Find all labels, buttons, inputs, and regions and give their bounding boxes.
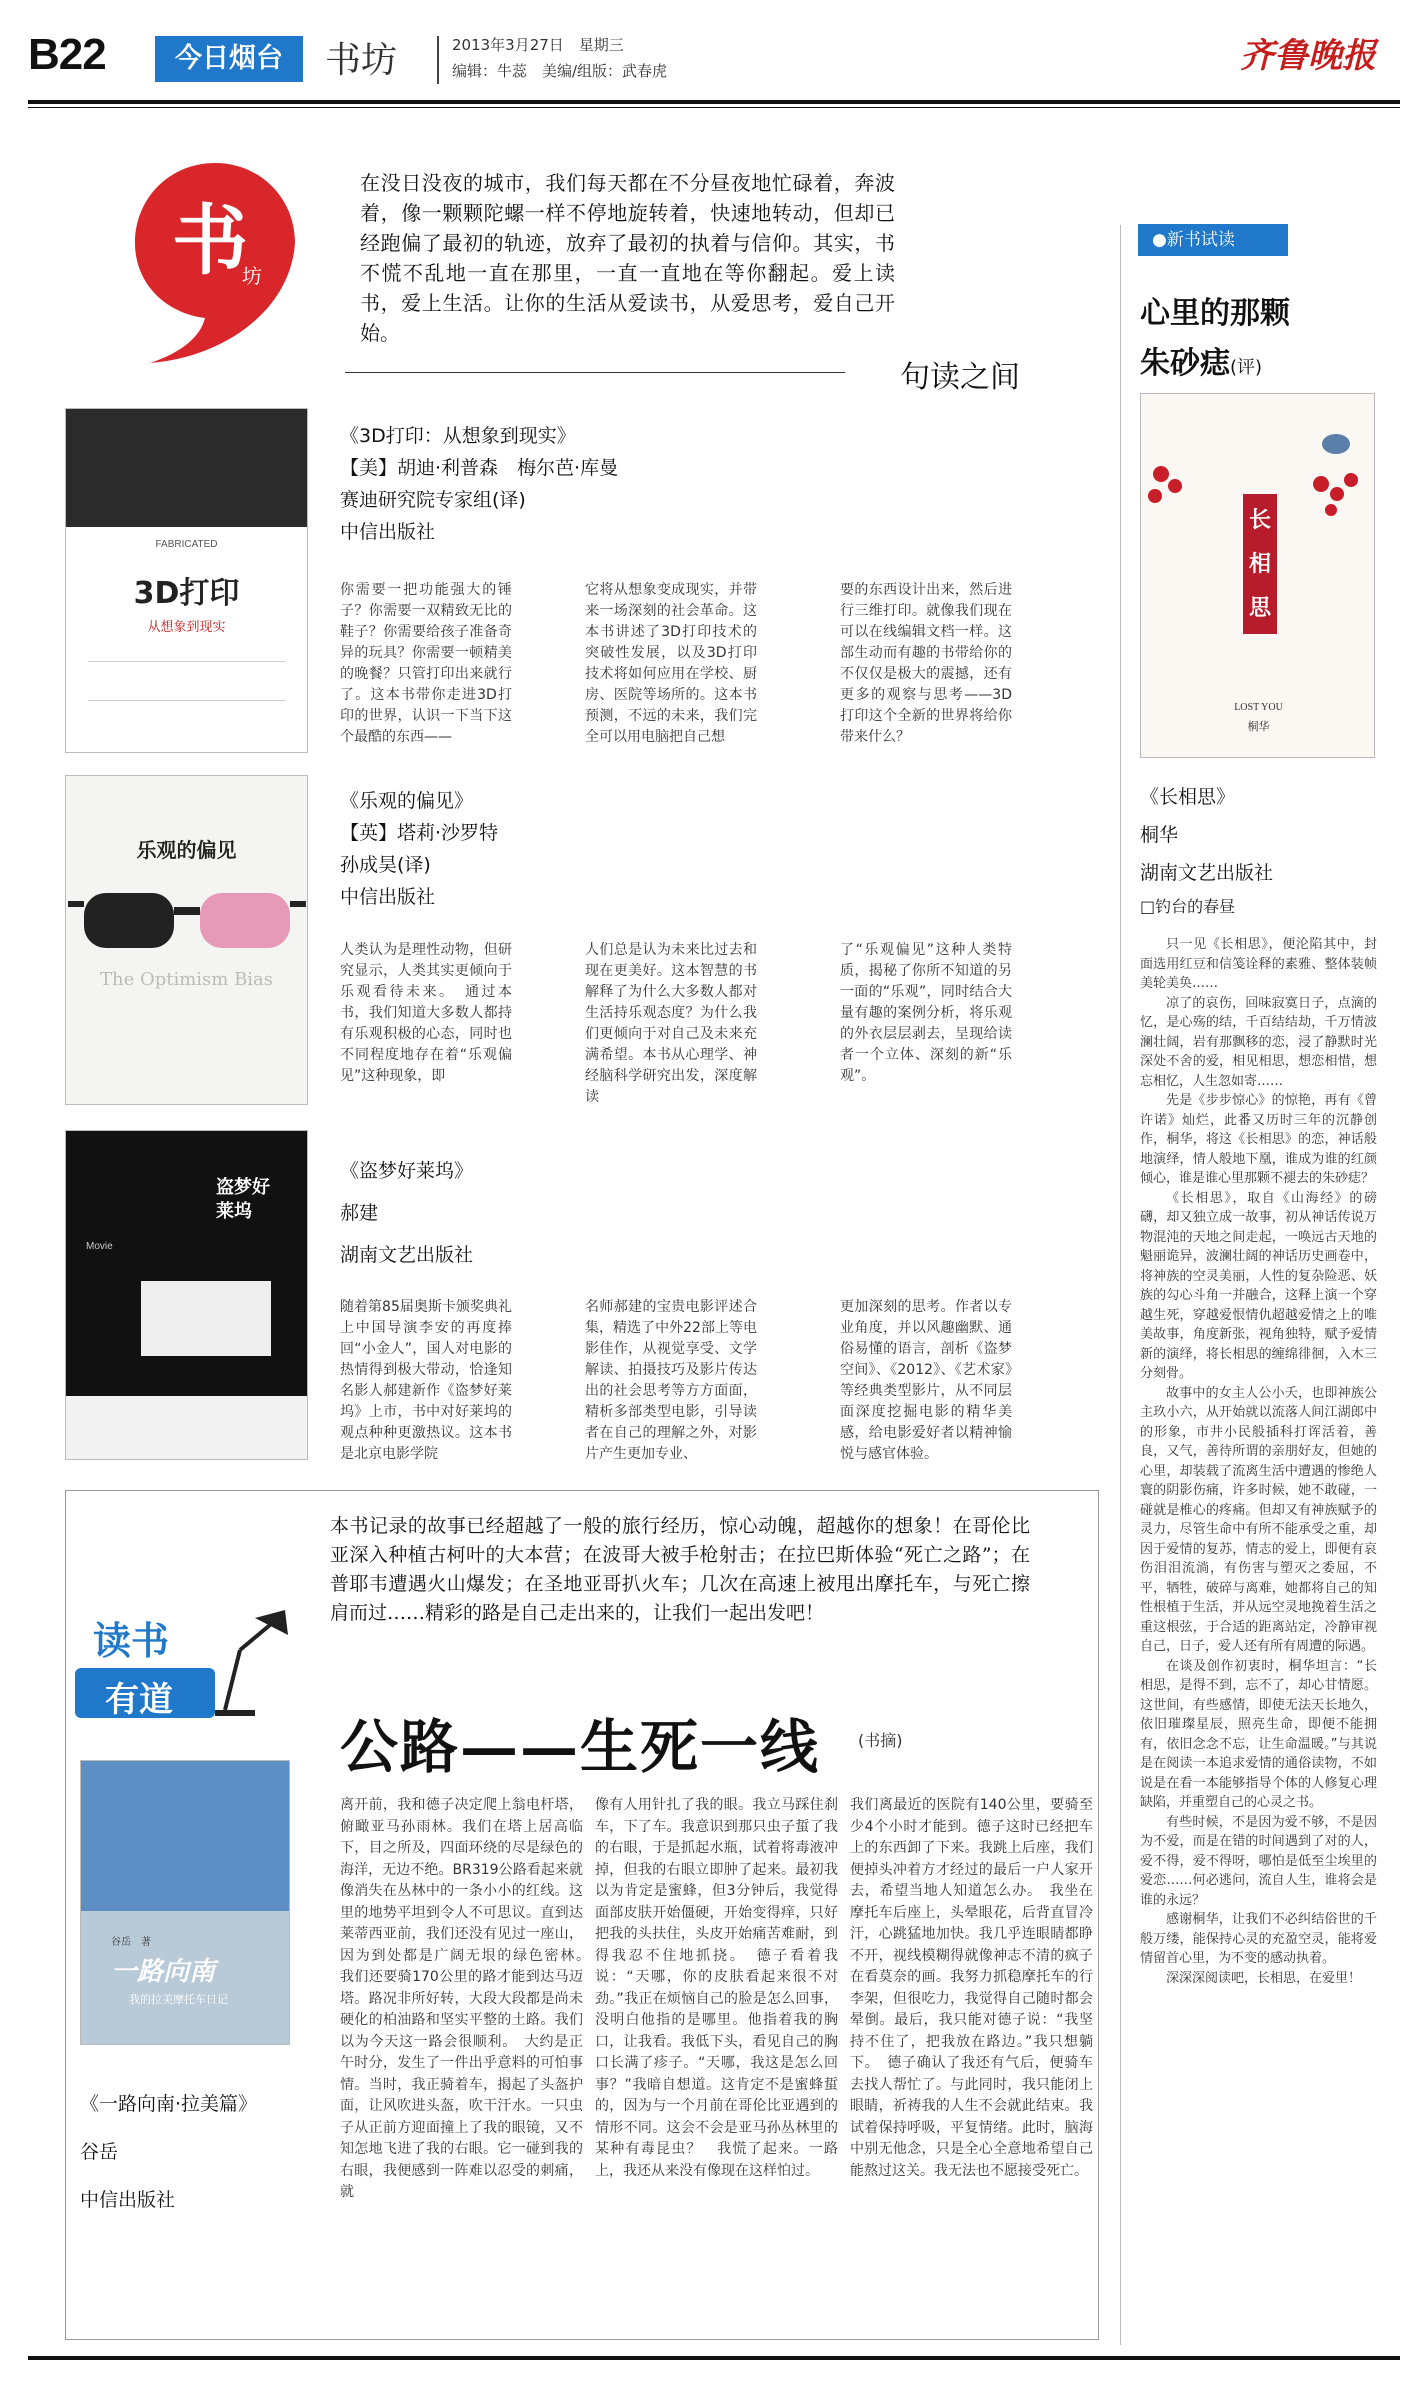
travel-lead: 本书记录的故事已经超越了一般的旅行经历，惊心动魄，超越你的想象！在哥伦比亚深入种植古柯叶的大本营；在波哥大被手枪射击；在拉巴斯体验“死亡之路”；在普耶韦遭遇火山爆发；在圣地亚哥扒火车；几次在高速上被甩出摩托车，与死亡擦肩而过……精彩的路是自己走出来的，让我们一起出发吧！: [330, 1515, 1030, 1624]
book-publisher: 中信出版社: [340, 886, 436, 908]
cover-title: 盗梦好莱坞: [216, 1177, 270, 1222]
travel-col1: 离开前，我和德子决定爬上翁电杆塔，俯瞰亚马孙雨林。我们在塔上居高临下，目之所及，四面环绕的尽是绿色的海洋，无边不绝。BR319公路看起来就像消失在丛林中的一条小小的红线。这里的地势平坦到令人不可思议。直到达莱蒂西亚前，我们还没有见过一座山，因为到处都是广阔无垠的绿色密林。 我们还要骑170公里的路才能到达马迈塔。路况非所好转，大段大段都是尚未硬化的柏油路和坚实平整的土路。我们以为今天这一路会很顺利。 大约是正午时分，发生了一件出乎意料的可怕事情。当时，我正骑着车，揭起了头盔护面，让风吹进头盔，吹干汗水。一只虫子从正前方迎面撞上了我的眼镜，又不知怎地飞进了我的右眼。它一碰到我的右眼，我便感到一阵难以忍受的刺痛，就: [340, 1797, 597, 2200]
book-text-col1: 你需要一把功能强大的锤子？你需要一双精致无比的鞋子？你需要给孩子准备奇异的玩具？你需要一顿精美的晚餐？只管打印出来就行了。这本书带你走进3D打印的世界，认识一下当下这个最酷的东西——: [340, 582, 512, 745]
book-title: 《盗梦好莱坞》: [340, 1160, 474, 1182]
badge-dot-icon: ●: [1152, 230, 1167, 250]
book-author: 郝建: [340, 1202, 379, 1224]
book-info-optimism: [340, 785, 498, 913]
book-text-col1: 随着第85届奥斯卡颁奖典礼上中国导演李安的再度捧回“小金人”，国人对电影的热情得到极大带动，恰逢知名影人郝建新作《盗梦好莱坞》上市，书中对好莱坞的观点种种更激热议。这本书是北京电影学院: [340, 1299, 512, 1462]
cover-subtitle: 从想象到现实: [147, 620, 226, 635]
review-para: 凉了的哀伤，回味寂寞日子，点滴的忆，是心殇的结，千百结结劫，千万情波澜壮阔，岩有那飘移的恋，浸了静默时光深处不舍的爱，相见相思，想恋相惜，想忘相忆，人生忽如寄……: [1140, 995, 1377, 1089]
issue-date: 2013年3月27日 星期三: [452, 36, 624, 54]
book-publisher: 湖南文艺出版社: [1140, 862, 1274, 884]
badge-line2: 有道: [105, 1680, 173, 1720]
column-name: 书坊: [325, 40, 398, 81]
judu-heading: 句读之间: [900, 360, 1020, 395]
sidebar-title-suffix: (评): [1230, 357, 1263, 378]
sidebar-title-line1: 心里的那颗: [1140, 296, 1290, 331]
book-cover-3d: [65, 408, 308, 753]
cover-author: 桐华: [1247, 720, 1270, 733]
header-rule: [28, 100, 1400, 104]
badge-char: 书: [172, 196, 248, 285]
cover-title: 乐观的偏见: [136, 838, 237, 862]
cover-subtitle: 我的拉美摩托车日记: [129, 1993, 228, 2006]
travel-headline: 公路——生死一线: [340, 1713, 821, 1781]
review-para: 感谢桐华，让我们不必纠结俗世的千般万缕，能保持心灵的充盈空灵，能将爱情留首心里，为不变的感动执着。: [1140, 1912, 1377, 1966]
intro-paragraph: 在没日没夜的城市，我们每天都在不分昼夜地忙碌着，奔波着，像一颗颗陀螺一样不停地旋转着，快速地转动，但却已经跑偏了最初的轨迹，放弃了最初的执着与信仰。其实，书不慌不乱地一直在那里，一直一直地在等你翻起。爱上读书，爱上生活。让你的生活从爱读书，从爱思考，爱自己开始。: [360, 171, 895, 345]
badge-text: 新书试读: [1166, 230, 1235, 250]
glasses-icon: [66, 881, 308, 961]
book-publisher: 中信出版社: [340, 521, 436, 543]
book-author: 【美】胡迪·利普森 梅尔芭·库曼: [340, 457, 619, 479]
sidebar-book-info: [1140, 778, 1273, 922]
book-translator: 赛迪研究院专家组(译): [340, 489, 526, 511]
book-info-3d: [340, 420, 618, 548]
column-divider: [1120, 225, 1121, 2345]
book-author: 谷岳: [80, 2141, 119, 2163]
book-publisher: 湖南文艺出版社: [340, 1244, 474, 1266]
sidebar-review: [1140, 935, 1377, 1988]
cover-top-text: FABRICATED: [155, 539, 218, 550]
header-divider: [437, 36, 439, 84]
reviewer-name: 钓台的春昼: [1155, 897, 1236, 916]
footer-rule: [28, 2356, 1400, 2360]
book-author: 【英】塔莉·沙罗特: [340, 822, 499, 844]
travel-col2: 像有人用针扎了我的眼。我立马踩住刹车，下了车。我意识到那只虫子蜇了我的右眼，于是抓起水瓶，试着将毒液冲掉，但我的右眼立即肿了起来。最初我以为肯定是蜜蜂，但3分钟后，我觉得面部皮肤开始僵硬，开始变得痒，只好把我的头扶住，头皮开始痛苦难耐，到得我忍不住地抓挠。 德子看着我说：“天哪，你的皮肤看起来很不对劲。”我正在烦恼自己的脸是怎么回事，没明白他指的是哪里。他指着我的胸口，让我看。我低下头，看见自己的胸口长满了疹子。“天哪，我这是怎么回事？”我暗自想道。这肯定不是蜜蜂蜇的，因为与一个月前在哥伦比亚遇到的情形不同。这会不会是亚马孙丛林里的某种有毒昆虫？ 我慌了起来。一路上，我还从来没有像现在这样怕过。: [595, 1797, 838, 2179]
book-publisher: 中信出版社: [80, 2189, 176, 2211]
book-title: 《乐观的偏见》: [340, 790, 474, 812]
headline-suffix: (书摘): [858, 1731, 903, 1750]
book-title: 《长相思》: [1140, 786, 1236, 808]
sidebar-title-line2: [1140, 338, 1262, 382]
book-cover-hollywood: [65, 1130, 308, 1460]
book-translator: 孙成昊(译): [340, 854, 431, 876]
review-para: 先是《步步惊心》的惊艳，再有《曾许诺》灿烂，此番又历时三年的沉静创作，桐华，将这《长相思》的恋，神话般地演绎，情人般地下凰，谁成为谁的红颜倾心，谁是谁心里那颗不褪去的朱砂痣？: [1140, 1093, 1377, 1186]
badge-sub: 坊: [242, 264, 262, 288]
newspaper-logo: 齐鲁晚报: [1240, 36, 1376, 76]
book-text-col2: 人们总是认为未来比过去和现在更美好。这本智慧的书解释了为什么大多数人都对生活持乐观态度？为什么我们更倾向于对自己及未来充满希望。本书从心理学、神经脑科学研究出发，深度解读: [585, 942, 757, 1105]
cover-subtitle: Movie: [86, 1241, 113, 1252]
shufang-badge: [130, 158, 300, 368]
square-icon: □: [1140, 897, 1156, 916]
review-para: 故事中的女主人公小夭，也即神族公主玖小六，从开始就以流落人间江湖郎中的形象，市井小民般插科打诨活着，善良，又气，善待所谓的亲朋好友，但她的心里，却装载了流离生活中遭遇的惨绝人寰的阴影伤痛，许多时候，她不敢碰，一碰就是椎心的疼痛。但却又有神族赋予的灵力，尽管生命中有所不能承受之重，却因于爱情的复苏，情志的爱上，即便有哀伤泪泪流淌，有伤害与塑灭之委屈，不平，牺牲，破碎与离难，她都将自己的知性根植于生活，并从远空灵地挽着生活之重这根弦，于合适的距离站定，冷静审视自己，日子，爱人还有所有周遭的际遇。: [1140, 1385, 1377, 1654]
review-para: 在谈及创作初衷时，桐华坦言：“长相思，是得不到，忘不了，却心甘情愿。这世间，有些感情，即使无法天长地久，依旧璀璨星辰，照亮生命，即便不能拥有，依旧念念不忘，让生命温暖。”与其说是在阅读一本追求爱情的通俗读物，不如说是在看一本能够指导个体的人修复心理缺陷，并重塑自己的心灵之书。: [1140, 1658, 1377, 1810]
review-para: 只一见《长相思》，便沦陷其中，封面选用红豆和信笺诠释的素雅、整体装帧美轮美奂……: [1140, 937, 1377, 991]
cover-author: 谷岳 著: [111, 1937, 151, 1948]
book-cover-changxiangsi: [1140, 393, 1375, 758]
review-para: 《长相思》，取自《山海经》的磅礴，却又独立成一故事，初从神话传说万物混沌的天地之间走起，一唤远古天地的魁丽诡异，波澜壮阔的神话历史画卷中，将神族的空灵美丽，人性的复杂险恶、妖族的勾心斗角一并融合，这释上演一个穿越生死，穿越爱恨情仇超越爱情之上的唯美故事，角度新张，视角独特，赋予爱情新的演绎，将长相思的缠绵徘徊，入木三分刻骨。: [1140, 1190, 1377, 1381]
cover-dark-band: [66, 409, 307, 527]
cover-subtitle: The Optimism Bias: [99, 969, 274, 990]
book-text-col2: 它将从想象变成现实，并带来一场深刻的社会革命。这本书讲述了3D打印技术的突破性发展，以及3D打印技术将如何应用在学校、厨房、医院等场所的。这本书预测，不远的未来，我们完全可以用电脑把自己想: [585, 582, 757, 745]
judu-rule: [345, 372, 845, 373]
cinema-screen: [141, 1281, 271, 1356]
cover-blurb-area: [88, 661, 285, 701]
editor-credits: 编辑：牛蕊 美编/组版：武春虎: [452, 62, 668, 80]
book-text-col3: 要的东西设计出来，然后进行三维打印。就像我们现在可以在线编辑文档一样。这部生动而有趣的书带给你的不仅仅是极大的震撼，还有更多的观察与思考——3D打印这个全新的世界将给你带来什么？: [840, 582, 1012, 745]
book-author: 桐华: [1140, 824, 1179, 846]
cover-title: 3D打印: [133, 576, 240, 611]
cover-bottom-band: [66, 1396, 308, 1460]
section-name: 今日烟台: [155, 36, 303, 82]
book-cover-south: [80, 1760, 290, 2045]
book-title: 《3D打印：从想象到现实》: [340, 425, 576, 447]
cover-title: 长相思: [1248, 507, 1271, 621]
badge-line1: 读书: [93, 1619, 170, 1663]
sidebar-badge: [1138, 224, 1288, 256]
reviewer: [1140, 892, 1273, 922]
travel-col3: 我们离最近的医院有140公里，要骑至少4个小时才能到。德子这时已经把车上的东西卸了下来。我跳上后座，我们便掉头冲着方才经过的最后一户人家开去，希望当地人知道怎么办。 我坐在摩托车后座上，头晕眼花，后背直冒冷汗，心跳猛地加快。我几乎连眼睛都睁不开，视线模糊得就像神志不清的疯子在看莫奈的画。我努力抓稳摩托车的行李架，但很吃力，我觉得自己随时都会晕倒。最后，我只能对德子说：“我坚持不住了，把我放在路边。”我只想躺下。 德子确认了我还有气后，便骑车去找人帮忙了。与此同时，我只能闭上眼睛，祈祷我的人生不会就此结束。我试着保持呼吸，平复情绪。此时，脑海中别无他念，只是全心全意地希望自己能熬过这关。我无法也不愿接受死亡。: [850, 1797, 1093, 2179]
page-number: B22: [28, 30, 106, 79]
dushu-badge: [75, 1610, 290, 1720]
cover-english: LOST YOU: [1234, 702, 1283, 713]
book-title: 《一路向南·拉美篇》: [80, 2093, 258, 2115]
cover-title: 一路向南: [111, 1957, 216, 1987]
header-rule-thin: [28, 107, 1400, 108]
cover-title-vertical: [1243, 494, 1277, 634]
book-text-col3: 更加深刻的思考。作者以专业角度，并以风趣幽默、通俗易懂的语言，剖析《盗梦空间》、《2012》、《艺术家》等经典类型影片，从不同层面深度挖掘电影的精华美感，给电影爱好者以精神愉悦与感官体验。: [840, 1299, 1012, 1462]
book-cover-optimism: [65, 775, 308, 1105]
book-info-hollywood: [340, 1150, 473, 1276]
book-text-col3: 了“乐观偏见”这种人类特质，揭秘了你所不知道的另一面的“乐观”，同时结合大量有趣的案例分析，将乐观的外衣层层剥去，呈现给读者一个立体、深刻的新“乐观”。: [840, 942, 1012, 1084]
review-para: 有些时候，不是因为爱不够，不是因为不爱，而是在错的时间遇到了对的人，爱不得，爱不得呀，哪怕是低至尘埃里的爱恋……何必逃问，流自人生，谁将会是谁的永远？: [1140, 1814, 1377, 1908]
book-text-col1: 人类认为是理性动物，但研究显示，人类其实更倾向于乐观看待未来。 通过本书，我们知道大多数人都持有乐观积极的心态，同时也不同程度地存在着“乐观偏见”这种现象，即: [340, 942, 512, 1084]
book-info-south: [80, 2080, 257, 2224]
review-para: 深深深阅读吧，长相思，在爱里！: [1166, 1970, 1362, 1986]
book-text-col2: 名师郝建的宝贵电影评述合集，精选了中外22部上等电影佳作，从视觉享受、文学解读、拍摄技巧及影片传达出的社会思考等方方面面，精析多部类型电影，引导读者在自己的理解之外，对影片产生更加专业、: [585, 1299, 757, 1462]
sidebar-title-main: 朱砂痣: [1140, 346, 1230, 381]
